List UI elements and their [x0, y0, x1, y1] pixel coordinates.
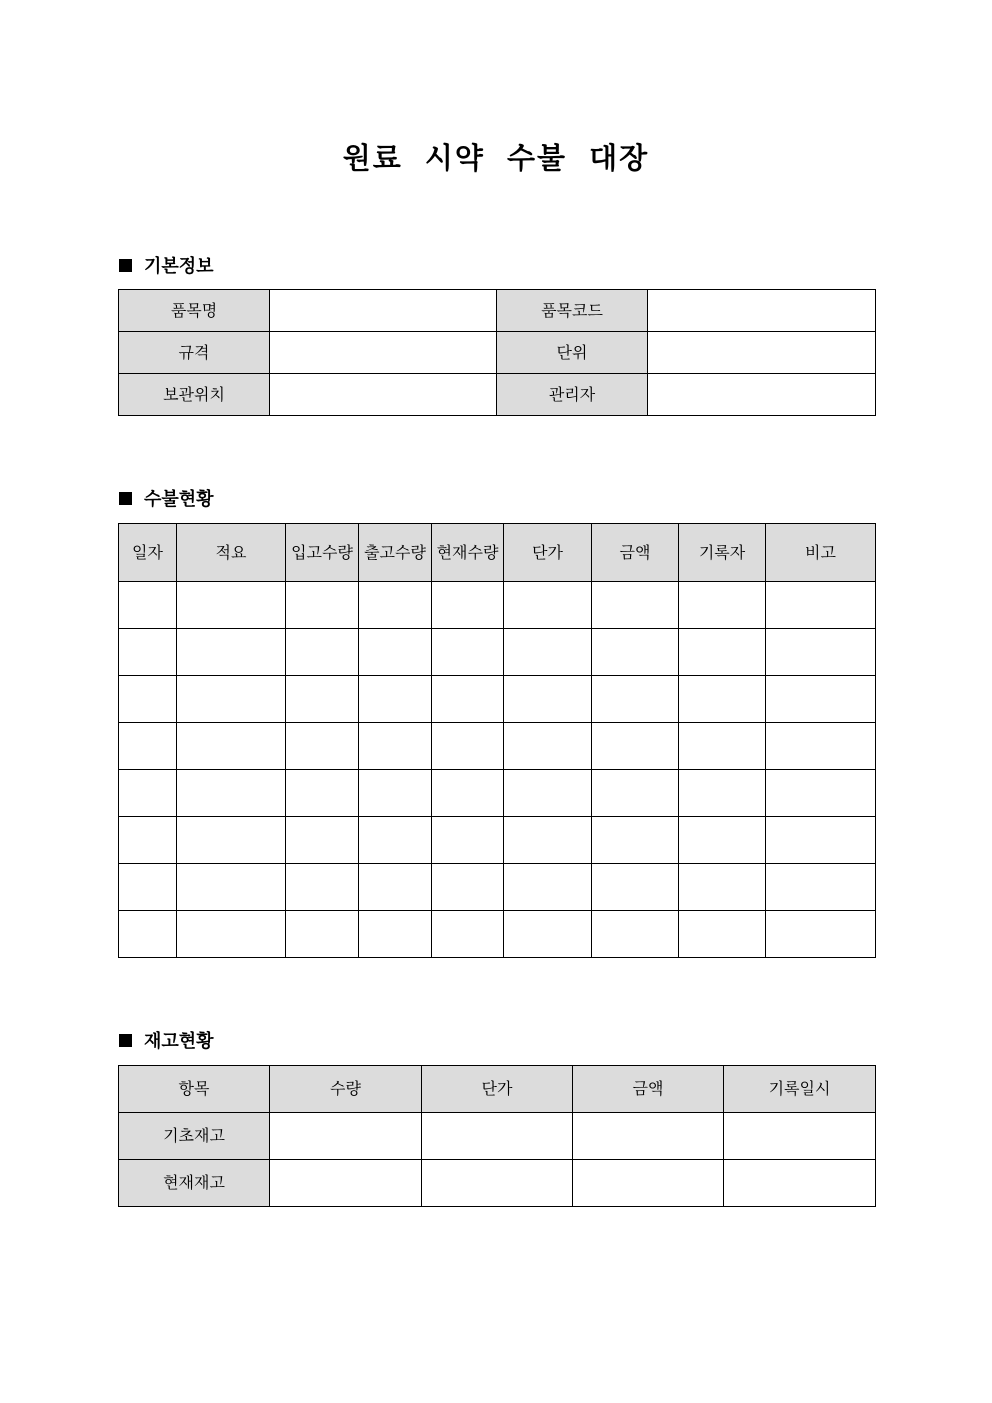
table-cell[interactable]	[359, 676, 432, 723]
table-cell[interactable]	[286, 817, 359, 864]
table-cell[interactable]	[679, 582, 766, 629]
table-cell[interactable]	[679, 676, 766, 723]
table-cell[interactable]	[177, 770, 286, 817]
column-header: 출고수량	[359, 524, 432, 582]
table-cell[interactable]	[422, 1113, 573, 1160]
table-cell[interactable]	[679, 817, 766, 864]
field-value[interactable]	[648, 374, 876, 416]
inventory-heading-label: 재고현황	[144, 1031, 214, 1052]
table-cell[interactable]	[592, 582, 679, 629]
field-value[interactable]	[270, 290, 497, 332]
field-value[interactable]	[270, 374, 497, 416]
field-value[interactable]	[270, 332, 497, 374]
column-header: 기록일시	[724, 1066, 876, 1113]
basic-info-table	[118, 289, 876, 416]
table-cell[interactable]	[177, 864, 286, 911]
column-header: 입고수량	[286, 524, 359, 582]
table-cell[interactable]	[504, 723, 592, 770]
table-cell[interactable]	[119, 629, 177, 676]
table-cell[interactable]	[592, 676, 679, 723]
table-cell[interactable]	[573, 1113, 724, 1160]
basic-info-row	[119, 374, 876, 416]
field-label: 단위	[497, 332, 648, 374]
table-cell[interactable]	[359, 911, 432, 958]
table-cell[interactable]	[679, 911, 766, 958]
row-label: 기초재고	[119, 1113, 270, 1160]
column-header: 금액	[592, 524, 679, 582]
table-cell[interactable]	[177, 582, 286, 629]
table-cell[interactable]	[679, 629, 766, 676]
table-cell[interactable]	[592, 723, 679, 770]
table-cell[interactable]	[177, 723, 286, 770]
table-cell[interactable]	[286, 629, 359, 676]
table-cell[interactable]	[119, 911, 177, 958]
table-cell[interactable]	[766, 582, 876, 629]
table-cell[interactable]	[766, 864, 876, 911]
table-cell[interactable]	[422, 1160, 573, 1207]
table-cell[interactable]	[504, 817, 592, 864]
table-cell[interactable]	[724, 1160, 876, 1207]
table-cell[interactable]	[679, 864, 766, 911]
column-header: 일자	[119, 524, 177, 582]
field-label: 보관위치	[119, 374, 270, 416]
table-cell[interactable]	[177, 911, 286, 958]
table-row	[119, 723, 876, 770]
table-cell[interactable]	[766, 629, 876, 676]
table-row	[119, 864, 876, 911]
table-cell[interactable]	[359, 723, 432, 770]
field-value[interactable]	[648, 332, 876, 374]
table-cell[interactable]	[286, 582, 359, 629]
table-cell[interactable]	[432, 817, 504, 864]
table-row	[119, 911, 876, 958]
column-header: 비고	[766, 524, 876, 582]
table-cell[interactable]	[359, 864, 432, 911]
table-cell[interactable]	[177, 676, 286, 723]
page-title: 원료 시약 수불 대장	[342, 141, 650, 175]
table-cell[interactable]	[504, 770, 592, 817]
table-cell[interactable]	[679, 723, 766, 770]
table-cell[interactable]	[432, 911, 504, 958]
table-cell[interactable]	[766, 911, 876, 958]
table-cell[interactable]	[432, 676, 504, 723]
column-header: 단가	[422, 1066, 573, 1113]
table-header-row	[119, 1066, 876, 1113]
basic-info-heading	[119, 253, 214, 277]
table-cell[interactable]	[359, 770, 432, 817]
table-cell[interactable]	[119, 770, 177, 817]
table-cell[interactable]	[766, 817, 876, 864]
square-bullet-icon	[119, 259, 132, 272]
row-label: 현재재고	[119, 1160, 270, 1207]
field-value[interactable]	[648, 290, 876, 332]
table-cell[interactable]	[119, 676, 177, 723]
table-cell[interactable]	[432, 770, 504, 817]
table-cell[interactable]	[504, 629, 592, 676]
table-cell[interactable]	[724, 1113, 876, 1160]
table-row	[119, 629, 876, 676]
table-cell[interactable]	[359, 582, 432, 629]
table-cell[interactable]	[592, 770, 679, 817]
column-header: 현재수량	[432, 524, 504, 582]
table-cell[interactable]	[119, 723, 177, 770]
table-cell[interactable]	[504, 864, 592, 911]
field-label: 품목명	[119, 290, 270, 332]
table-row	[119, 582, 876, 629]
table-cell[interactable]	[766, 676, 876, 723]
table-cell[interactable]	[119, 817, 177, 864]
field-label: 품목코드	[497, 290, 648, 332]
table-cell[interactable]	[432, 582, 504, 629]
field-label: 규격	[119, 332, 270, 374]
table-row	[119, 770, 876, 817]
table-cell[interactable]	[504, 582, 592, 629]
table-cell[interactable]	[592, 817, 679, 864]
table-cell[interactable]	[504, 676, 592, 723]
table-cell[interactable]	[286, 723, 359, 770]
table-cell[interactable]	[286, 911, 359, 958]
table-cell[interactable]	[432, 864, 504, 911]
table-row	[119, 817, 876, 864]
table-cell[interactable]	[177, 817, 286, 864]
table-cell[interactable]	[592, 864, 679, 911]
table-cell[interactable]	[766, 723, 876, 770]
table-cell[interactable]	[270, 1160, 422, 1207]
table-cell[interactable]	[432, 629, 504, 676]
table-cell[interactable]	[766, 770, 876, 817]
table-cell[interactable]	[286, 864, 359, 911]
column-header: 단가	[504, 524, 592, 582]
table-cell[interactable]	[432, 723, 504, 770]
table-cell[interactable]	[679, 770, 766, 817]
table-cell[interactable]	[177, 629, 286, 676]
table-cell[interactable]	[286, 770, 359, 817]
basic-info-row	[119, 290, 876, 332]
table-cell[interactable]	[504, 911, 592, 958]
transactions-heading-label: 수불현황	[144, 489, 214, 510]
table-cell[interactable]	[119, 582, 177, 629]
table-cell[interactable]	[359, 817, 432, 864]
column-header: 기록자	[679, 524, 766, 582]
table-row	[119, 676, 876, 723]
table-cell[interactable]	[592, 629, 679, 676]
inventory-table	[118, 1065, 876, 1207]
basic-info-heading-label: 기본정보	[144, 256, 214, 277]
inventory-heading	[119, 1028, 214, 1052]
basic-info-row	[119, 332, 876, 374]
column-header: 항목	[119, 1066, 270, 1113]
column-header: 적요	[177, 524, 286, 582]
field-label: 관리자	[497, 374, 648, 416]
table-cell[interactable]	[359, 629, 432, 676]
table-row	[119, 1160, 876, 1207]
transactions-heading	[119, 486, 214, 510]
table-cell[interactable]	[119, 864, 177, 911]
table-header-row	[119, 524, 876, 582]
table-cell[interactable]	[286, 676, 359, 723]
square-bullet-icon	[119, 492, 132, 505]
table-cell[interactable]	[270, 1113, 422, 1160]
table-row	[119, 1113, 876, 1160]
transactions-table	[118, 523, 876, 958]
column-header: 수량	[270, 1066, 422, 1113]
table-cell[interactable]	[573, 1160, 724, 1207]
column-header: 금액	[573, 1066, 724, 1113]
square-bullet-icon	[119, 1034, 132, 1047]
table-cell[interactable]	[592, 911, 679, 958]
